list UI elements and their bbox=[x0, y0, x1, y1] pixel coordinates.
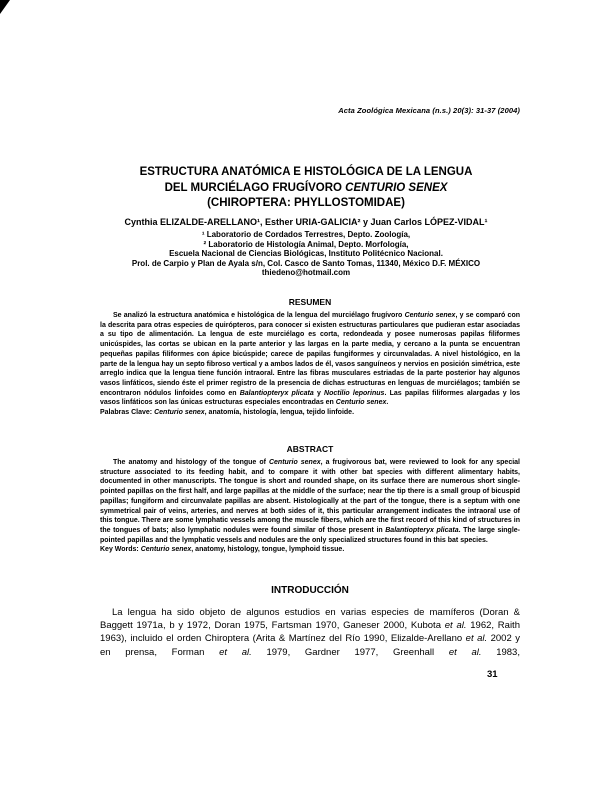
email-address: thiedeno@hotmail.com bbox=[261, 268, 351, 278]
abstract-keywords: Key Words: Centurio senex, anatomy, histology, tongue, lymphoid tissue. bbox=[100, 546, 345, 554]
resumen-paragraph: Se analizó la estructura anatómica e histológica de la lengua del murciélago frugívoro Centurio senex, y se comparó con la descrita para otras especies de quirópteros, para conocer si existen estructuras particulares que pudieran estar asociadas a su tipo de alimentación. La lengua de este murciélago es corta, redondeada y posee numerosas papilas filiformes unicúspides, las cortas se ubican en la parte anterior y las largas en la parte media, y cercano a la punta se encuentran pequeñas papilas filiformes con ápice bicúspide; carece de papilas fungiformes y circunvaladas. A nivel histológico, en la parte de la lengua hay un septo fibroso vertical y a ambos lados de él, vasos sanguíneos y nervios en posición simétrica, este arreglo indica que la lengua tiene función intraoral. Entre las fibras musculares estriadas de la parte posterior hay algunos vasos linfáticos, siendo éste el primer registro de la presencia de dichas estructuras en lenguas de murciélagos; también se encontraron nódulos linfoides como en Balantiopteryx plicata y Noctilio leporinus. Las papilas filiformes alargadas y los vasos linfáticos son las únicas estructuras especiales encontradas en Centurio senex. bbox=[100, 312, 521, 407]
resumen-keywords: Palabras Clave: Centurio senex, anatomía, histología, lengua, tejido linfoide. bbox=[100, 409, 355, 417]
abstract-section bbox=[100, 458, 520, 555]
introduction-paragraph: La lengua ha sido objeto de algunos estudios en varias especies de mamíferos (Doran & Baggett 1971a, b y 1972, Doran 1975, Fartsman 1970, Ganeser 2000, Kubota et al. 1962, Raith 1963), incluido el orden Chiroptera (Arita & Martínez del Río 1990, Elizalde-Arellano et al. 2002 y en prensa, Forman et al. 1979, Gardner 1977, Greenhall et al. 1983, bbox=[100, 607, 520, 658]
page-number: 31 bbox=[487, 669, 498, 680]
affiliation-line: ² Laboratorio de Histología Animal, Depto. Morfología, bbox=[203, 239, 409, 249]
title-line-1: ESTRUCTURA ANATÓMICA E HISTOLÓGICA DE LA LENGUA bbox=[139, 166, 473, 178]
affiliation-line: ¹ Laboratorio de Cordados Terrestres, Depto. Zoología, bbox=[201, 230, 411, 239]
title-line-3: (CHIROPTERA: PHYLLOSTOMIDAE) bbox=[207, 197, 405, 209]
affiliations-block bbox=[76, 230, 536, 278]
species-name: CENTURIO SENEX bbox=[345, 181, 448, 194]
paper-title bbox=[82, 165, 530, 212]
resumen-heading: RESUMEN bbox=[288, 297, 332, 307]
affiliation-line: Prol. de Carpio y Plan de Ayala s/n, Col. Casco de Santo Tomas, 11340, México D.F. MÉXICO bbox=[131, 258, 481, 268]
resumen-section bbox=[100, 311, 520, 418]
affiliation-line: Escuela Nacional de Ciencias Biológicas, Instituto Politécnico Nacional. bbox=[169, 249, 443, 259]
scan-artifact-corner bbox=[0, 0, 10, 14]
title-line-2-text: DEL MURCIÉLAGO FRUGÍVORO bbox=[164, 181, 346, 194]
journal-header: Acta Zoológica Mexicana (n.s.) 20(3): 31-37 (2004) bbox=[338, 106, 520, 115]
authors-line: Cynthia ELIZALDE-ARELLANO¹, Esther URIA-GALICIA² y Juan Carlos LÓPEZ-VIDAL¹ bbox=[124, 217, 488, 227]
title-line-2 bbox=[82, 181, 530, 197]
introduction-heading: INTRODUCCIÓN bbox=[271, 585, 349, 596]
abstract-heading: ABSTRACT bbox=[286, 444, 334, 454]
abstract-paragraph: The anatomy and histology of the tongue of Centurio senex, a frugivorous bat, were reviewed to look for any special structure associated to its feeding habit, and to compare it with other bat species with different alimentary habits, documented in other manuscripts. The tongue is short and rounded shape, on its surface there are numerous short single-pointed papillas on the first half, and large papillas at the middle of the surface; near the tip there is a small group of bicuspid papillas; fungiform and circunvalate papillas are absent. Histologically at the part of the tongue, there is a septum with one symmetrical pair of veins, arteries, and nerves at both sides of it, this particular arrangement indicates the intraoral use of this tongue. There are some lymphatic vessels among the muscle fibers, which are the first record of this kind of structures in the tongues of bats; also lymphatic nodules were found similar of those present in Balantiopteryx plicata. The large single-pointed papillas and the lymphatic vessels and nodules are the only specialized structures found in this bat species. bbox=[100, 459, 521, 544]
introduction-section bbox=[100, 606, 520, 659]
